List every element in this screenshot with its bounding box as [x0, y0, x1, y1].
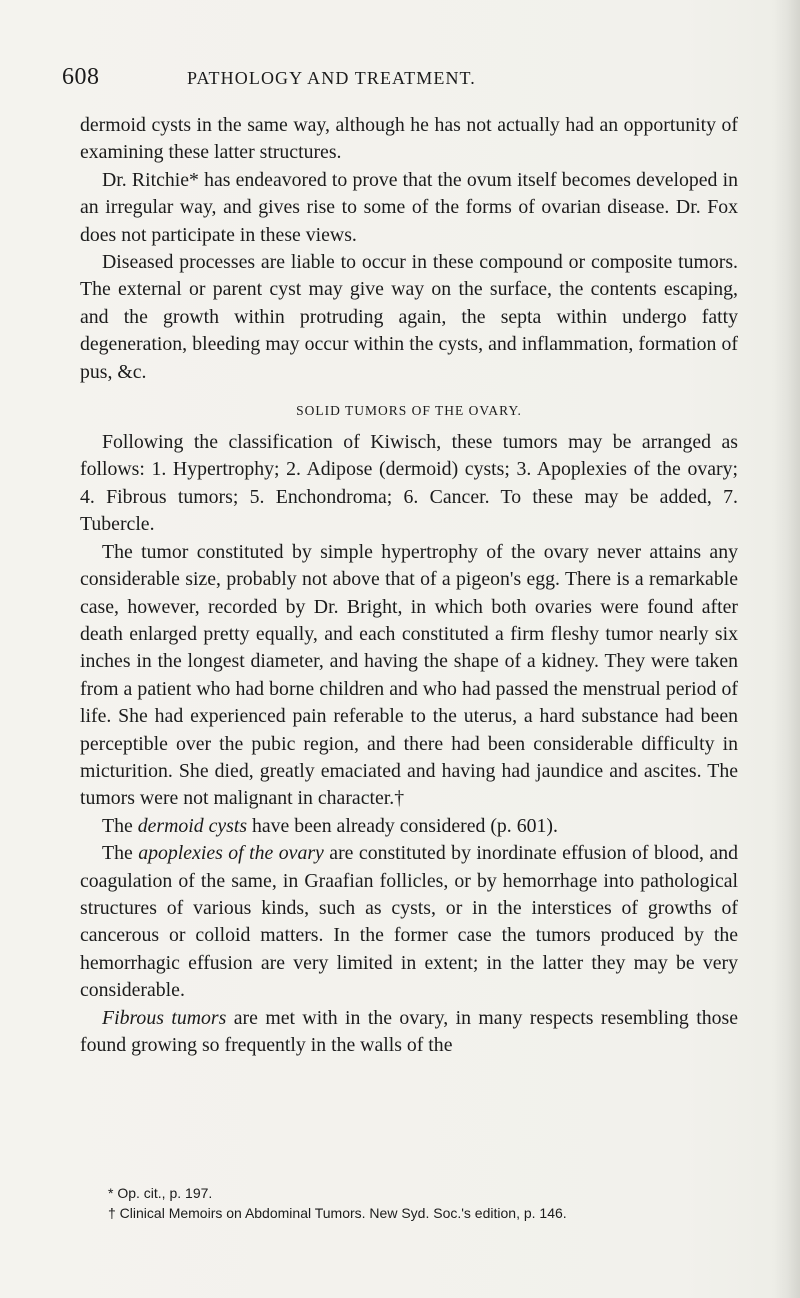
- paragraph-hypertrophy: The tumor constituted by simple hypertrophy of the ovary never attains any considerable size, probably not above that of a pigeon's egg. There is a remarkable case, however, recorded by Dr. Bright, in which both ovaries were found after death enlarged pretty equally, and each constituted a firm fleshy tumor nearly six inches in the longest diameter, and having the shape of a kidney. They were taken from a patient who had borne children and who had passed the menstrual period of life. She had experienced pain referable to the uterus, a hard substance had been perceptible over the pubic region, and there had been considerable difficulty in micturition. She died, greatly emaciated and having had jaundice and ascites. The tumors were not malignant in character.†: [80, 540, 738, 810]
- footnote-1: * Op. cit., p. 197.: [108, 1185, 213, 1201]
- page-header: [62, 64, 742, 92]
- dermoid-term: dermoid cysts: [137, 814, 248, 837]
- section-heading: SOLID TUMORS OF THE OVARY.: [296, 403, 522, 419]
- paragraph-classification: Following the classification of Kiwisch, these tumors may be arranged as follows: 1. Hypertrophy; 2. Adipose (dermoid) cysts; 3. Apoplexies of the ovary; 4. Fibrous tumors; 5. Enchondroma; 6. Cancer. To these may be added, 7. Tubercle.: [80, 431, 738, 536]
- body-text: [80, 112, 738, 1059]
- page-number: 608: [62, 64, 100, 90]
- paragraph-continued: dermoid cysts in the same way, although he has not actually had an opportunity of examining these latter structures.: [80, 114, 738, 164]
- page-edge-shadow: [774, 0, 800, 1298]
- dermoid-prefix: The: [102, 814, 138, 837]
- fibrous-text: are met with in the ovary, in many respects resembling those found growing so frequently in the walls of the: [80, 1006, 738, 1056]
- fibrous-term: Fibrous tumors: [102, 1006, 227, 1029]
- paragraph-ritchie: Dr. Ritchie* has endeavored to prove that the ovum itself becomes developed in an irregular way, and gives rise to some of the forms of ovarian disease. Dr. Fox does not participate in these views.: [80, 168, 738, 246]
- dermoid-text: have been already considered (p. 601).: [247, 814, 558, 837]
- footnotes: [80, 1183, 740, 1223]
- paragraph-diseased-processes: Diseased processes are liable to occur in these compound or composite tumors. The external or parent cyst may give way on the surface, the contents escaping, and the growth within protruding again, the septa within undergo fatty degeneration, bleeding may occur within the cysts, and inflammation, formation of pus, &c.: [80, 251, 738, 383]
- paragraph-apoplexies: [80, 840, 738, 1004]
- apoplexies-term: apoplexies of the ovary: [138, 842, 324, 865]
- paragraph-dermoid-cysts: [80, 813, 738, 840]
- apoplexies-prefix: The: [102, 842, 139, 865]
- paragraph-fibrous-tumors: [80, 1005, 738, 1060]
- apoplexies-text: are constituted by inordinate effusion of blood, and coagulation of the same, in Graafian follicles, or by hemorrhage into pathological structures of various kinds, such as cysts, or in the interstices of growths of cancerous or colloid matters. In the former case the tumors produced by the hemorrhagic effusion are very limited in extent; in the latter they may be very considerable.: [80, 842, 739, 1002]
- running-title: PATHOLOGY AND TREATMENT.: [187, 68, 476, 88]
- footnote-2: † Clinical Memoirs on Abdominal Tumors. New Syd. Soc.'s edition, p. 146.: [108, 1205, 567, 1221]
